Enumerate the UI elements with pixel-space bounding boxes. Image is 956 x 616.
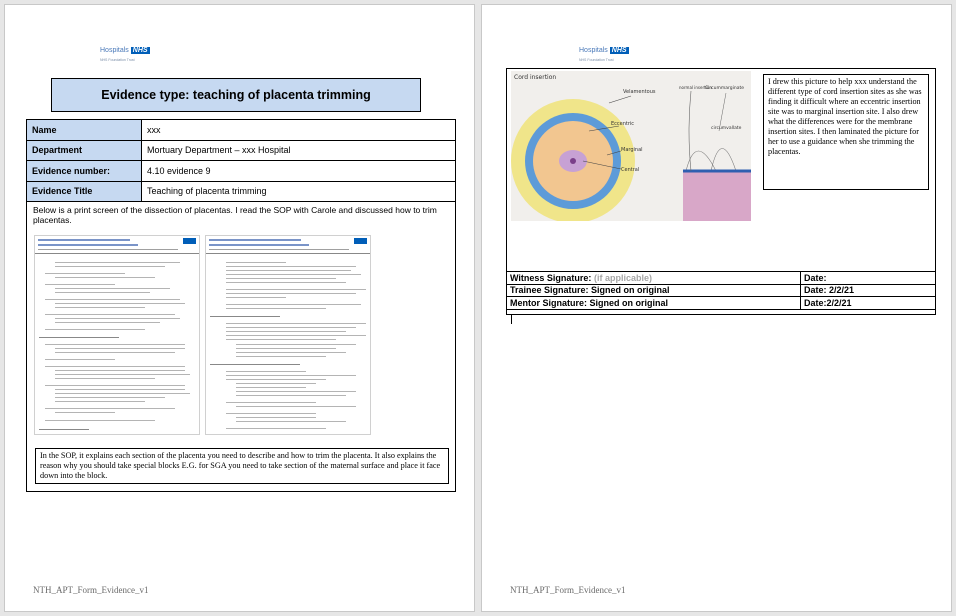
- hospital-logo: [579, 39, 629, 62]
- table-row: [27, 140, 456, 161]
- drawing-label-eccentric: Eccentric: [611, 121, 635, 127]
- if-applicable-note: (if applicable): [593, 272, 652, 283]
- cord-insertion-drawing: [511, 71, 751, 221]
- document-page-2: [481, 4, 952, 612]
- witness-signature-label: Witness Signature:: [510, 272, 592, 283]
- document-page-1: [4, 4, 475, 612]
- mentor-date: Date:2/2/21: [801, 297, 936, 310]
- field-label: Evidence Title: [27, 181, 142, 202]
- drawing-label-normal: normal insertion: [679, 85, 712, 90]
- mentor-signature: Mentor Signature: Signed on original: [507, 297, 801, 310]
- footer-text: NTH_APT_Form_Evidence_v1: [510, 585, 626, 595]
- sop-screenshot-left: [34, 235, 200, 435]
- drawing-label-circummarginate: Circummarginate: [705, 86, 745, 91]
- sop-screenshot-right: [205, 235, 371, 435]
- footer-text: NTH_APT_Form_Evidence_v1: [33, 585, 149, 595]
- evidence-body: [26, 201, 456, 492]
- logo-word: Hospitals: [100, 47, 129, 54]
- signature-table: [506, 271, 936, 310]
- nhs-badge: NHS: [611, 47, 627, 54]
- table-row: [507, 297, 936, 310]
- trainee-date: Date: 2/2/21: [801, 284, 936, 297]
- drawing-label-central: Central: [621, 167, 640, 173]
- logo-trust: NHS Foundation Trust: [579, 58, 614, 62]
- evidence-details-table: [26, 119, 456, 202]
- drawing-explanation-box: I drew this picture to help xxx understand the different type of cord insertion sites as she was finding it difficult where an eccentric insertion site was to marginal insertion site. I also drew what the differences were for the membrane insertion sites. I then laminated the picture for her to use a guidance when she trimming the placentas.: [763, 74, 929, 190]
- text-cursor[interactable]: [511, 315, 512, 324]
- evidence-type-title: Evidence type: teaching of placenta trimming: [51, 78, 421, 112]
- field-label: Evidence number:: [27, 161, 142, 182]
- drawing-label-circumvallate: circumvallate: [711, 126, 742, 131]
- field-label: Department: [27, 140, 142, 161]
- hospital-logo: [100, 39, 150, 62]
- logo-trust: NHS Foundation Trust: [100, 58, 135, 62]
- logo-word: Hospitals: [579, 47, 608, 54]
- drawing-label-velamentous: Velamentous: [623, 89, 656, 95]
- witness-signature-cell: [507, 272, 801, 285]
- table-row: [27, 161, 456, 182]
- field-label: Name: [27, 120, 142, 141]
- table-row: [27, 181, 456, 202]
- sop-explanation-box: In the SOP, it explains each section of the placenta you need to describe and how to trim the placenta. It also explains the reason why you should take special blocks E.G. for SGA you need to take section of the maternal surface and place it face down into the block.: [35, 448, 449, 484]
- witness-date: Date:: [801, 272, 936, 285]
- drawing-title-label: Cord insertion: [514, 74, 557, 81]
- field-value: Mortuary Department – xxx Hospital: [142, 140, 456, 161]
- intro-text: Below is a print screen of the dissection of placentas. I read the SOP with Carole and discussed how to trim placentas.: [33, 205, 437, 225]
- drawing-label-marginal: Marginal: [621, 147, 643, 153]
- table-row: [507, 272, 936, 285]
- table-row: [507, 284, 936, 297]
- field-value: Teaching of placenta trimming: [142, 181, 456, 202]
- trainee-signature: Trainee Signature: Signed on original: [507, 284, 801, 297]
- field-value: 4.10 evidence 9: [142, 161, 456, 182]
- field-value: xxx: [142, 120, 456, 141]
- nhs-badge: NHS: [132, 47, 148, 54]
- table-row: [27, 120, 456, 141]
